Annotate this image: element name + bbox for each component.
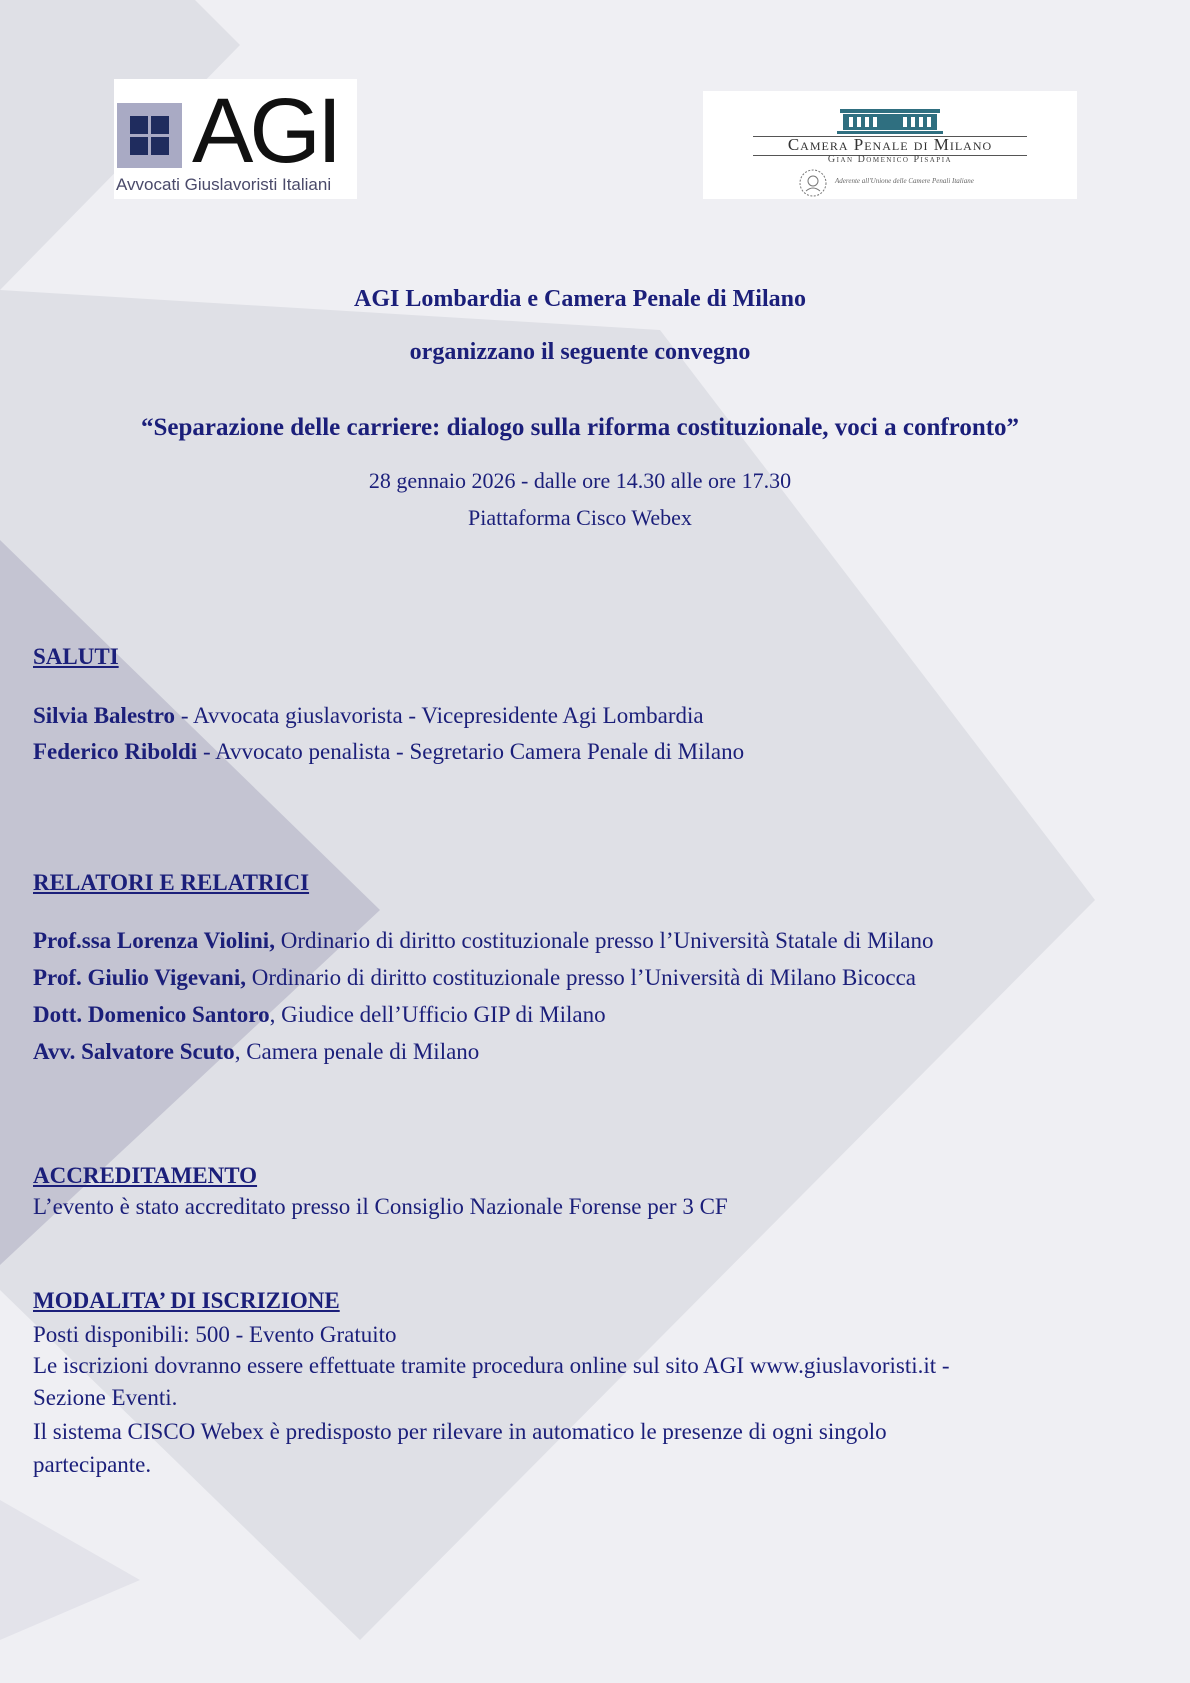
accreditamento-heading: ACCREDITAMENTO [33, 1163, 258, 1188]
iscrizione-line: Sezione Eventi. [33, 1385, 178, 1410]
agi-logo [114, 79, 357, 199]
speaker-name: Federico Riboldi [33, 739, 198, 764]
agi-logo-name: AGI [192, 80, 339, 182]
relatori-item [33, 928, 934, 954]
event-platform: Piattaforma Cisco Webex [468, 505, 692, 530]
speaker-name: Dott. Domenico Santoro [33, 1002, 270, 1027]
speaker-role: Ordinario di diritto costituzionale presso l’Università Statale di Milano [274, 928, 934, 953]
iscrizione-line: partecipante. [33, 1452, 152, 1477]
event-title: “Separazione delle carriere: dialogo sulla riforma costituzionale, voci a confronto” [140, 414, 1020, 441]
saluti-item [33, 703, 704, 729]
camera-penale-subtitle: Gian Domenico Pisapia [827, 154, 953, 165]
agi-squares-icon [117, 103, 182, 168]
relatori-item [33, 965, 916, 991]
camera-penale-name: Camera Penale di Milano [787, 135, 993, 154]
iscrizione-line: Il sistema CISCO Webex è predisposto per rilevare in automatico le presenze di ogni singolo [33, 1419, 887, 1444]
iscrizione-heading: MODALITA’ DI ISCRIZIONE [33, 1288, 340, 1313]
speaker-role: - Avvocata giuslavorista - Vicepresidente Agi Lombardia [175, 703, 704, 728]
speaker-name: Silvia Balestro [33, 703, 176, 728]
agi-logo-subtitle: Avvocati Giuslavoristi Italiani [116, 175, 332, 194]
speaker-role: , Giudice dell’Ufficio GIP di Milano [269, 1002, 606, 1027]
intro-heading: organizzano il seguente convegno [409, 339, 751, 365]
saluti-item [33, 739, 744, 765]
event-date: 28 gennaio 2026 - dalle ore 14.30 alle ore 17.30 [368, 468, 792, 493]
iscrizione-line: Posti disponibili: 500 - Evento Gratuito [33, 1322, 397, 1347]
camera-penale-note: Aderente all'Unione delle Camere Penali Italiane [835, 177, 974, 185]
iscrizione-line: Le iscrizioni dovranno essere effettuate tramite procedura online sul sito AGI www.giuslavoristi.it - [33, 1353, 950, 1378]
seal-icon [798, 168, 828, 198]
speaker-role: - Avvocato penalista - Segretario Camera Penale di Milano [197, 739, 745, 764]
speaker-name: Prof. Giulio Vigevani, [33, 965, 246, 990]
speaker-name: Prof.ssa Lorenza Violini, [33, 928, 275, 953]
speaker-name: Avv. Salvatore Scuto [33, 1039, 235, 1064]
saluti-heading: SALUTI [33, 644, 119, 669]
relatori-item [33, 1002, 606, 1028]
relatori-heading: RELATORI E RELATRICI [33, 870, 310, 895]
accreditamento-text: L’evento è stato accreditato presso il Consiglio Nazionale Forense per 3 CF [33, 1194, 728, 1219]
organizers-heading: AGI Lombardia e Camera Penale di Milano [354, 286, 806, 312]
speaker-role: , Camera penale di Milano [234, 1039, 480, 1064]
camera-penale-logo [703, 91, 1077, 199]
speaker-role: Ordinario di diritto costituzionale presso l’Università di Milano Bicocca [245, 965, 917, 990]
building-icon [835, 107, 945, 135]
relatori-item [33, 1039, 479, 1065]
